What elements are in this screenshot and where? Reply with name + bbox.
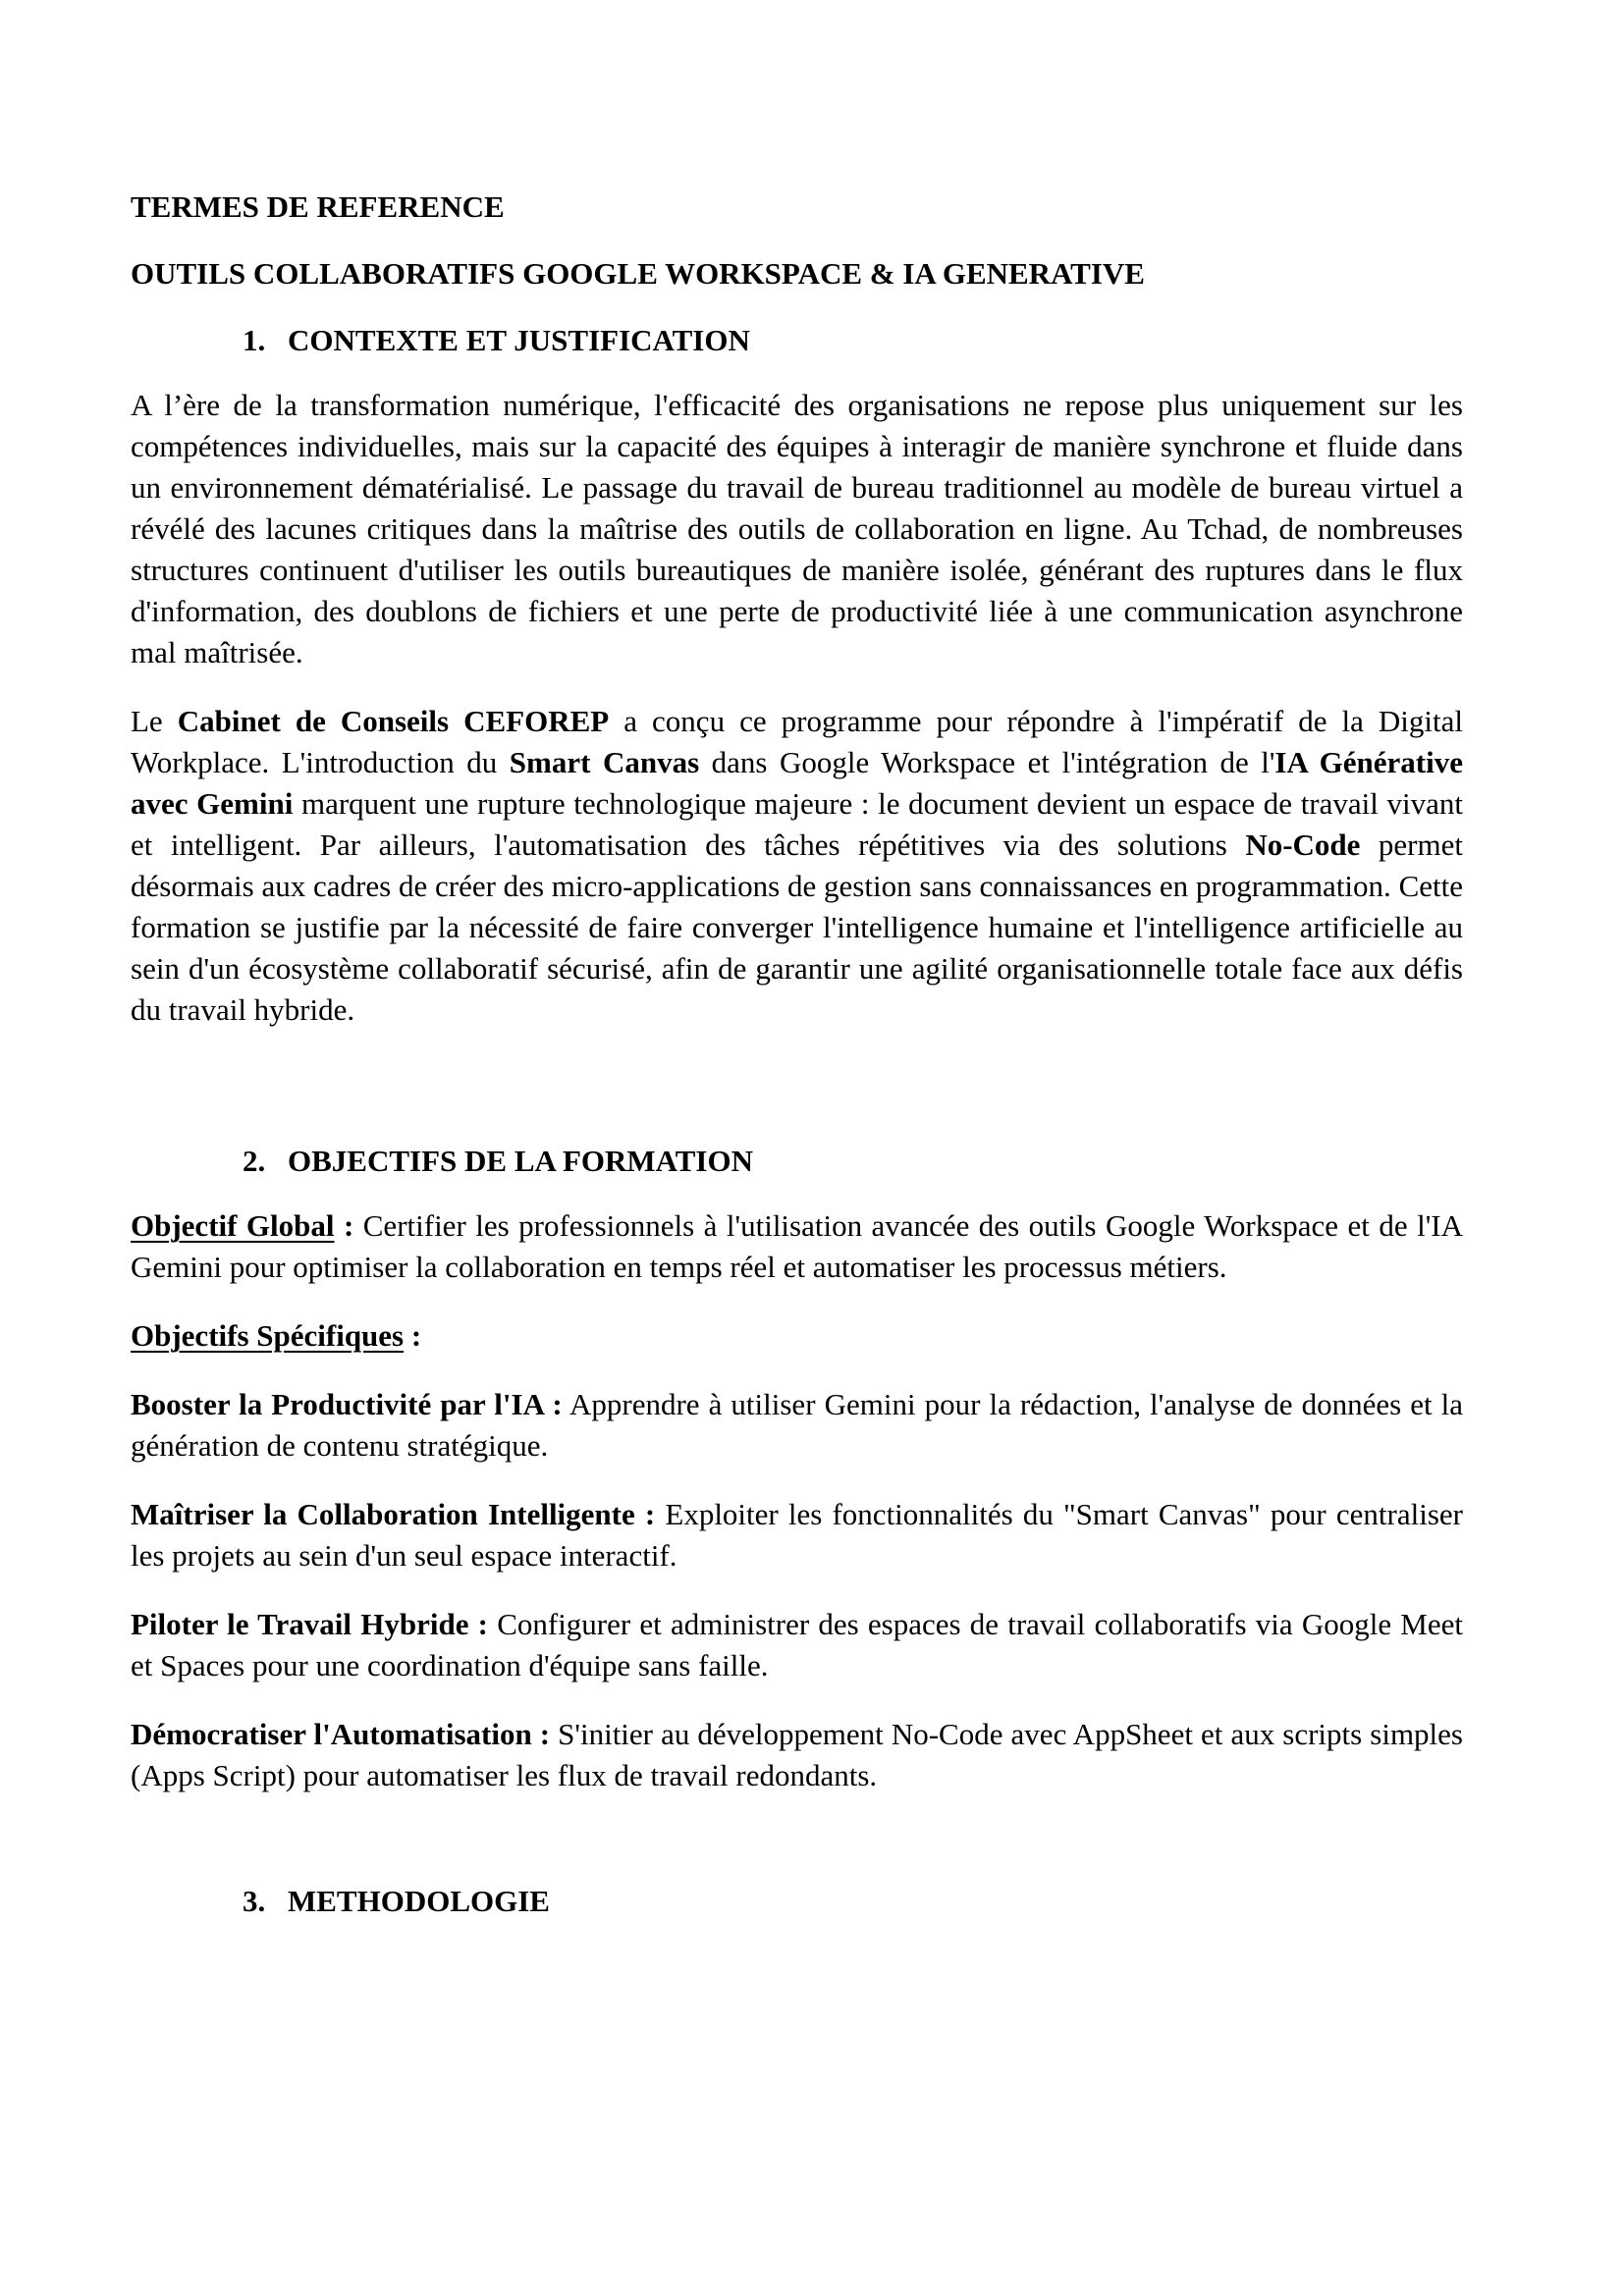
doc-subtitle-text: OUTILS COLLABORATIFS GOOGLE WORKSPACE & IA GENERATIVE bbox=[131, 256, 1145, 291]
piloter-body: Configurer et administrer des espaces de travail collaboratifs via Google Meet et Spaces pour une coordination d'équipe sans faille. bbox=[131, 1607, 1463, 1682]
democratiser-body: S'initier au développement No-Code avec AppSheet et aux scripts simples (Apps Script) pour automatiser les flux de travail redondants. bbox=[131, 1717, 1463, 1792]
program-run-4: dans Google Workspace et l'intégration de l' bbox=[699, 745, 1275, 779]
objectif-global-paragraph bbox=[131, 1205, 1463, 1288]
context-paragraph bbox=[131, 385, 1463, 673]
booster-label: Booster la Productivité par l'IA : bbox=[131, 1387, 563, 1421]
democratiser-paragraph bbox=[131, 1714, 1463, 1796]
program-paragraph bbox=[131, 701, 1463, 1031]
ceforep-bold-text: Cabinet de Conseils CEFOREP bbox=[177, 704, 610, 738]
piloter-label: Piloter le Travail Hybride : bbox=[131, 1607, 488, 1641]
program-run-2: a conçu ce programme pour répondre à l'impératif de la Digital Workplace. L'introduction du bbox=[131, 704, 1463, 779]
section-3-heading bbox=[243, 1881, 1463, 1922]
doc-subtitle bbox=[131, 253, 1463, 294]
section-1-number: 1. bbox=[243, 323, 266, 357]
maitriser-paragraph bbox=[131, 1494, 1463, 1576]
section-3-number: 3. bbox=[243, 1884, 266, 1918]
maitriser-label: Maîtriser la Collaboration Intelligente : bbox=[131, 1497, 656, 1531]
section-1-title: CONTEXTE ET JUSTIFICATION bbox=[288, 323, 750, 357]
section-3-title: METHODOLOGIE bbox=[288, 1884, 550, 1918]
democratiser-label: Démocratiser l'Automatisation : bbox=[131, 1717, 551, 1751]
objectif-global-label: Objectif Global bbox=[131, 1208, 335, 1243]
section-1-heading bbox=[243, 320, 1463, 361]
objectif-global-body: Certifier les professionnels à l'utilisation avancée des outils Google Workspace et de l'IA Gemini pour optimiser la collaboration en temps réel et automatiser les processus métiers. bbox=[131, 1208, 1463, 1284]
objectifs-specifiques-label: Objectifs Spécifiques bbox=[131, 1318, 405, 1353]
doc-title bbox=[131, 187, 1463, 228]
section-2-title: OBJECTIFS DE LA FORMATION bbox=[288, 1144, 753, 1178]
context-paragraph-text: A l’ère de la transformation numérique, l'efficacité des organisations ne repose plus uniquement sur les compétences individuelles, mais sur la capacité des équipes à interagir de manière synchrone et fluide dans un environnement dématérialisé. Le passage du travail de bureau traditionnel au modèle de bureau virtuel a révélé des lacunes critiques dans la maîtrise des outils de collaboration en ligne. Au Tchad, de nombreuses structures continuent d'utiliser les outils bureautiques de manière isolée, générant des ruptures dans le flux d'information, des doublons de fichiers et une perte de productivité liée à une communication asynchrone mal maîtrisée. bbox=[131, 388, 1463, 669]
objectifs-specifiques-heading bbox=[131, 1315, 1463, 1357]
booster-body: Apprendre à utiliser Gemini pour la rédaction, l'analyse de données et la génération de contenu stratégique. bbox=[131, 1387, 1464, 1463]
no-code-bold-text: No-Code bbox=[1245, 828, 1361, 862]
ia-generative-bold-text: IA Générative avec Gemini bbox=[131, 745, 1463, 821]
objectif-global-colon: : bbox=[334, 1208, 354, 1243]
section-2-number: 2. bbox=[243, 1144, 266, 1178]
blank-paragraph-space-1 bbox=[131, 1058, 1463, 1141]
section-2-heading bbox=[243, 1141, 1463, 1182]
blank-paragraph-space-2 bbox=[131, 1824, 1463, 1881]
piloter-paragraph bbox=[131, 1604, 1463, 1686]
objectifs-specifiques-colon: : bbox=[404, 1318, 422, 1353]
booster-paragraph bbox=[131, 1384, 1463, 1467]
program-run-8: permet désormais aux cadres de créer des micro-applications de gestion sans connaissances en programmation. Cette formation se justifie par la nécessité de faire converger l'intelligence humaine et l'intelligence artificielle au sein d'un écosystème collaboratif sécurisé, afin de garantir une agilité organisationnelle totale face aux défis du travail hybride. bbox=[131, 828, 1463, 1027]
program-run-6: marquent une rupture technologique majeure : le document devient un espace de travail vivant et intelligent. Par ailleurs, l'automatisation des tâches répétitives via des solutions bbox=[131, 786, 1463, 862]
smart-canvas-bold-text: Smart Canvas bbox=[509, 745, 700, 779]
maitriser-body: Exploiter les fonctionnalités du "Smart Canvas" pour centraliser les projets au sein d'un seul espace interactif. bbox=[131, 1497, 1463, 1573]
doc-title-text: TERMES DE REFERENCE bbox=[131, 189, 505, 224]
program-run-0: Le bbox=[131, 704, 178, 738]
